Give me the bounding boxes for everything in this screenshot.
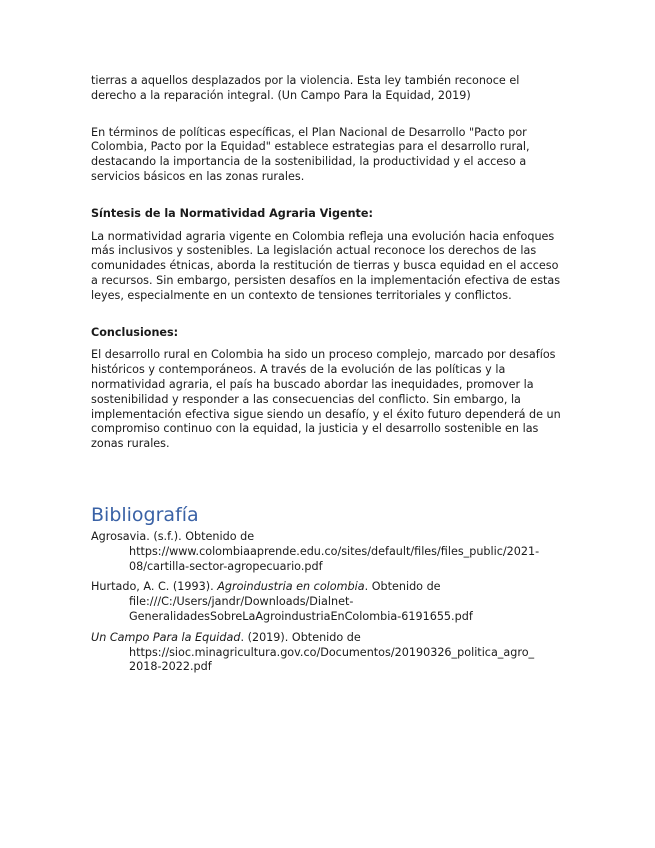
paragraph-sintesis: La normatividad agraria vigente en Colombia refleja una evolución hacia enfoques más inclusivos y sostenibles. La legislación actual reconoce los derechos de las comunidades étnicas, aborda la restitución de tierras y busca equidad en el acceso a recursos. Sin embargo, persisten desafíos en la implementación efectiva de estas leyes, especialmente en un contexto de tensiones territoriales y conflictos. — [91, 229, 561, 302]
bibliography-title: Bibliografía — [91, 503, 199, 526]
ref-url-line1[interactable]: https://sioc.minagricultura.gov.co/Documentos/20190326_politica_agro_ — [129, 645, 535, 659]
ref-author: Hurtado, A. C. (1993). — [91, 580, 218, 594]
ref-title: Agroindustria en colombia — [217, 580, 365, 594]
heading-conclusiones: Conclusiones: — [91, 325, 179, 339]
paragraph-ley-victimas: tierras a aquellos desplazados por la violencia. Esta ley también reconoce el derecho a la reparación integral. (Un Campo Para la Equidad, 2019) — [91, 74, 520, 102]
ref-after: . Obtenido de — [364, 580, 441, 594]
document-content — [91, 74, 563, 675]
ref-author: Agrosavia. — [91, 529, 150, 543]
bibliography-entry-agrosavia — [91, 530, 563, 574]
ref-url-line2[interactable]: 08/cartilla-sector-agropecuario.pdf — [129, 559, 323, 573]
heading-sintesis: Síntesis de la Normatividad Agraria Vigente: — [91, 206, 373, 220]
ref-url-line1[interactable]: file:///C:/Users/jandr/Downloads/Dialnet- — [129, 595, 354, 609]
ref-title: Un Campo Para la Equidad — [91, 630, 241, 644]
ref-year: (s.f.). Obtenido de — [149, 529, 255, 543]
bibliography-entry-hurtado — [91, 580, 563, 624]
bibliography-entry-campo-equidad — [91, 631, 563, 675]
ref-url-line2[interactable]: GeneralidadesSobreLaAgroindustriaEnColombia-6191655.pdf — [129, 609, 473, 623]
paragraph-conclusiones: El desarrollo rural en Colombia ha sido un proceso complejo, marcado por desafíos históricos y contemporáneos. A través de la evolución de las políticas y la normatividad agraria, el país ha buscado abordar las inequidades, promover la sostenibilidad y responder a las consecuencias del conflicto. Sin embargo, la implementación efectiva sigue siendo un desafío, y el éxito futuro dependerá de un compromiso continuo con la equidad, la justicia y el desarrollo sostenible en las zonas rurales. — [91, 348, 561, 451]
ref-after: . (2019). Obtenido de — [240, 630, 361, 644]
ref-url-line2[interactable]: 2018-2022.pdf — [129, 660, 212, 674]
ref-url-line1[interactable]: https://www.colombiaaprende.edu.co/sites/default/files/files_public/2021- — [129, 544, 540, 558]
paragraph-plan-nacional: En términos de políticas específicas, el Plan Nacional de Desarrollo "Pacto por Colombia, Pacto por la Equidad" establece estrategias para el desarrollo rural, destacando la importancia de la sostenibilidad, la productividad y el acceso a servicios básicos en las zonas rurales. — [91, 125, 530, 183]
